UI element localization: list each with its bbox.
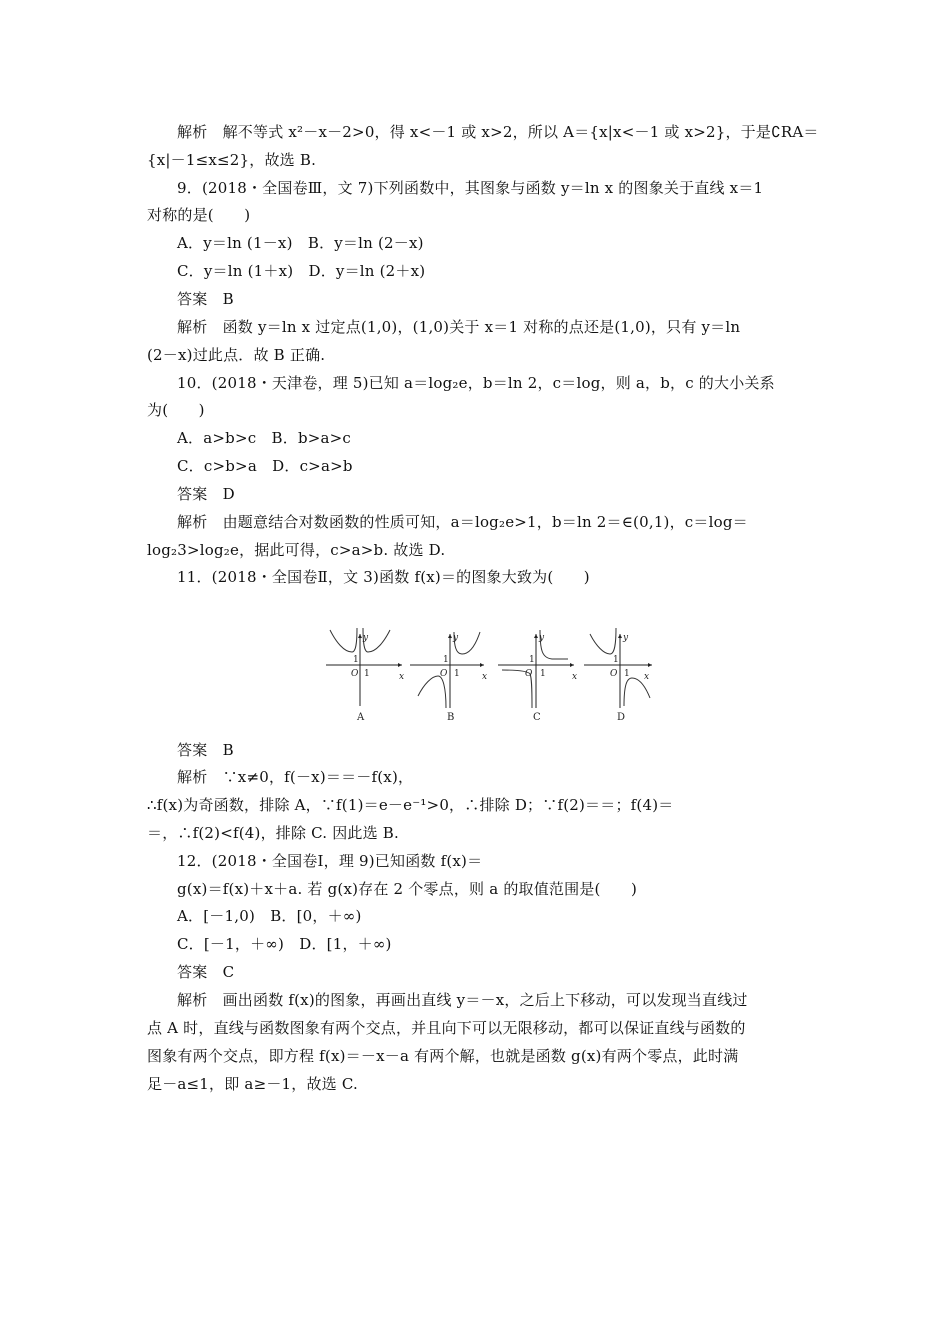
- text-line: 点 A 时，直线与函数图象有两个交点，并且向下可以无限移动，都可以保证直线与函数的: [147, 1019, 746, 1037]
- text-line: 对称的是( ): [147, 206, 251, 224]
- text-line: 解析 ∵x≠0，f(－x)＝＝－f(x)，: [177, 768, 414, 786]
- tick-label: 1: [624, 669, 630, 679]
- text-line: 解析 画出函数 f(x)的图象，再画出直线 y＝－x，之后上下移动，可以发现当直线过: [177, 991, 748, 1009]
- text-line: 答案 B: [177, 290, 234, 308]
- text-line: C．c>b>a D．c>a>b: [177, 457, 353, 475]
- graph-figure: [322, 628, 652, 728]
- graph-option-b: [410, 632, 487, 723]
- text-line: A．a>b>c B．b>a>c: [177, 429, 352, 447]
- text-line: 为( ): [147, 401, 205, 419]
- text-line: 11．(2018・全国卷Ⅱ，文 3)函数 f(x)＝的图象大致为( ): [177, 568, 590, 586]
- y-axis-label: y: [623, 633, 629, 643]
- tick-label: 1: [540, 669, 546, 679]
- text-line: {x|－1≤x≤2}，故选 B.: [147, 151, 317, 169]
- text-line: 足－a≤1，即 a≥－1，故选 C.: [147, 1075, 358, 1093]
- text-line: C．[－1，＋∞) D．[1，＋∞): [177, 935, 392, 953]
- text-line: 解析 解不等式 x²－x－2>0，得 x<－1 或 x>2，所以 A＝{x|x<－1 或 x>2}，于是∁RA＝: [177, 123, 819, 141]
- origin-label: O: [610, 669, 618, 679]
- y-axis-label: y: [539, 633, 545, 643]
- x-axis-label: x: [482, 672, 488, 682]
- text-line: 9．(2018・全国卷Ⅲ，文 7)下列函数中，其图象与函数 y＝ln x 的图象关于直线 x＝1: [177, 179, 764, 197]
- graph-caption: D: [617, 712, 626, 723]
- text-line: 图象有两个交点，即方程 f(x)＝－x－a 有两个解，也就是函数 g(x)有两个零点，此时满: [147, 1047, 739, 1065]
- text-line: A．y＝ln (1－x) B．y＝ln (2－x): [177, 234, 424, 252]
- origin-label: O: [351, 669, 359, 679]
- tick-label: 1: [364, 669, 370, 679]
- tick-label: 1: [529, 655, 535, 665]
- text-line: (2－x)过此点．故 B 正确.: [147, 346, 326, 364]
- text-line: ∴f(x)为奇函数，排除 A，∵f(1)＝e－e⁻¹>0，∴排除 D；∵f(2)＝＝；f(4)＝: [147, 796, 674, 814]
- text-line: 答案 D: [177, 485, 235, 503]
- text-line: 10．(2018・天津卷，理 5)已知 a＝log₂e，b＝ln 2，c＝log，则 a，b，c 的大小关系: [177, 374, 775, 392]
- y-axis-label: y: [453, 633, 459, 643]
- text-line: C．y＝ln (1＋x) D．y＝ln (2＋x): [177, 262, 426, 280]
- text-line: log₂3>log₂e，据此可得，c>a>b. 故选 D.: [147, 541, 446, 559]
- graph-caption: A: [357, 712, 365, 723]
- x-axis-label: x: [572, 672, 578, 682]
- tick-label: 1: [613, 655, 619, 665]
- graph-option-a: [326, 628, 404, 723]
- origin-label: O: [440, 669, 448, 679]
- tick-label: 1: [353, 655, 359, 665]
- graph-option-d: [584, 628, 652, 723]
- origin-label: O: [525, 669, 533, 679]
- text-line: 解析 函数 y＝ln x 过定点(1,0)，(1,0)关于 x＝1 对称的点还是(1,0)，只有 y＝ln: [177, 318, 741, 336]
- graph-caption: C: [533, 712, 541, 723]
- graph-caption: B: [447, 712, 455, 723]
- y-axis-label: y: [363, 633, 369, 643]
- text-line: 12．(2018・全国卷Ⅰ，理 9)已知函数 f(x)＝: [177, 852, 483, 870]
- function-graph-options: [322, 628, 652, 728]
- graph-option-c: [498, 630, 577, 723]
- text-line: 解析 由题意结合对数函数的性质可知，a＝log₂e>1，b＝ln 2＝∈(0,1)，c＝log＝: [177, 513, 748, 531]
- text-line: A．[－1,0) B．[0，＋∞): [177, 907, 362, 925]
- tick-label: 1: [454, 669, 460, 679]
- x-axis-label: x: [399, 672, 405, 682]
- text-line: 答案 C: [177, 963, 235, 981]
- x-axis-label: x: [644, 672, 650, 682]
- text-line: 答案 B: [177, 741, 234, 759]
- text-line: ＝，∴f(2)<f(4)，排除 C. 因此选 B.: [147, 824, 399, 842]
- tick-label: 1: [443, 655, 449, 665]
- text-line: g(x)＝f(x)＋x＋a. 若 g(x)存在 2 个零点，则 a 的取值范围是( ): [177, 880, 638, 898]
